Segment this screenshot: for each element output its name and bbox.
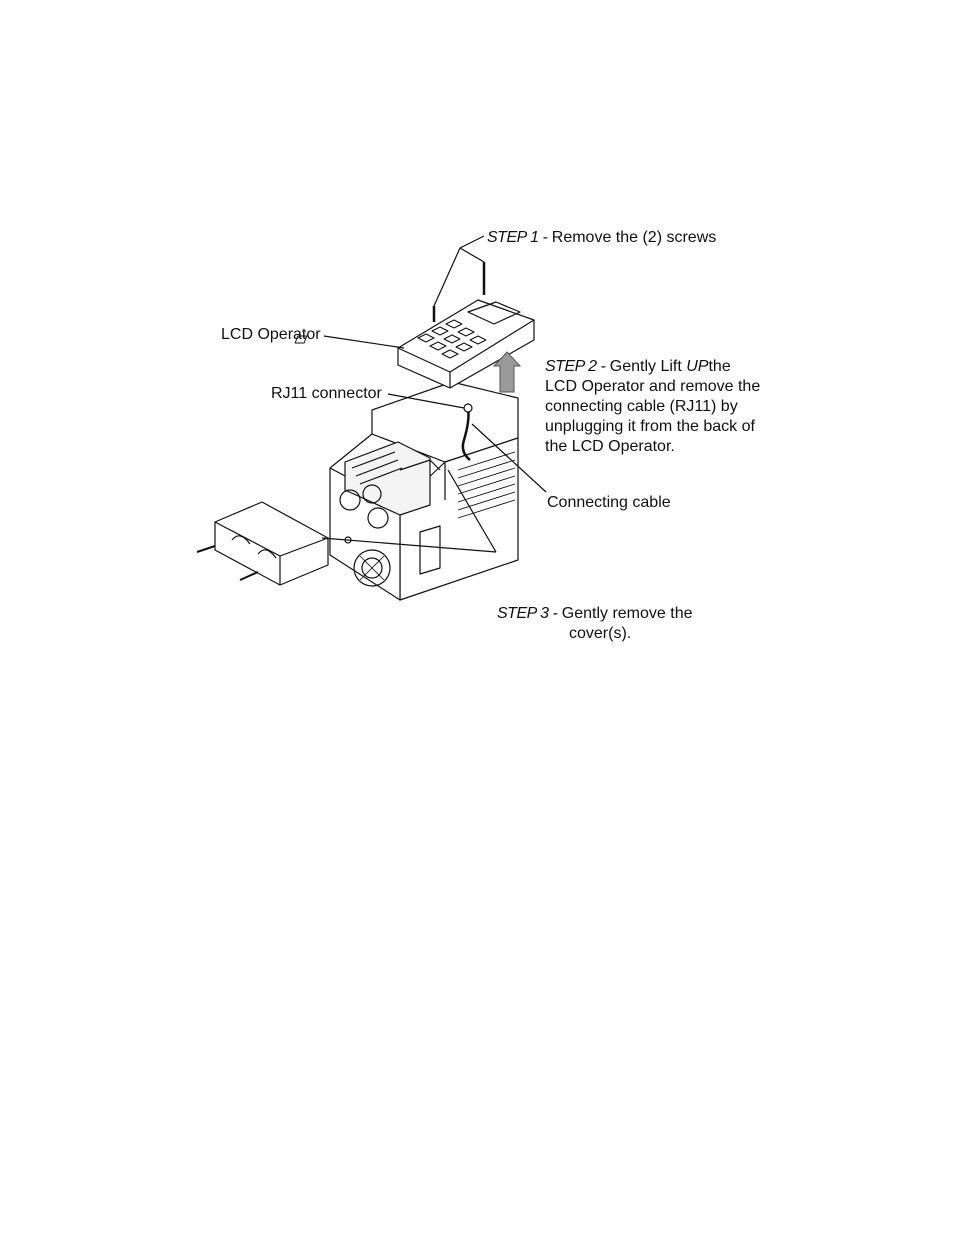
step1-tag: STEP 1 - xyxy=(487,229,548,246)
step2-lead: Gently Lift xyxy=(609,358,682,375)
step2-the: the xyxy=(708,358,731,375)
step2-line2: LCD Operator and remove the xyxy=(545,378,761,395)
step3-line1 xyxy=(497,604,737,624)
step3-instructions xyxy=(497,604,737,644)
step1-leader xyxy=(434,236,484,306)
lcd-operator-label: LCD Operator xyxy=(221,326,321,343)
step1-label xyxy=(487,228,716,247)
step2-line1 xyxy=(545,357,785,377)
step3-tag: STEP 3 - xyxy=(497,605,558,622)
lcd-operator-leader xyxy=(324,336,404,348)
step2-line4: unplugging it from the back of xyxy=(545,418,755,435)
step2-up: UP xyxy=(686,358,709,375)
drive-body xyxy=(330,382,518,600)
step3-line2: cover(s). xyxy=(569,625,632,642)
step2-tag: STEP 2 - xyxy=(545,358,606,375)
step3-line1-text: Gently remove the xyxy=(561,605,693,622)
front-cover xyxy=(197,502,328,585)
step2-line5: the LCD Operator. xyxy=(545,438,675,455)
step2-instructions xyxy=(545,357,785,457)
step1-text: Remove the (2) screws xyxy=(551,229,717,246)
lcd-operator xyxy=(295,262,534,388)
connecting-cable-label: Connecting cable xyxy=(547,494,671,511)
step2-line3: connecting cable (RJ11) by xyxy=(545,398,738,415)
rj11-connector-label: RJ11 connector xyxy=(271,385,382,402)
